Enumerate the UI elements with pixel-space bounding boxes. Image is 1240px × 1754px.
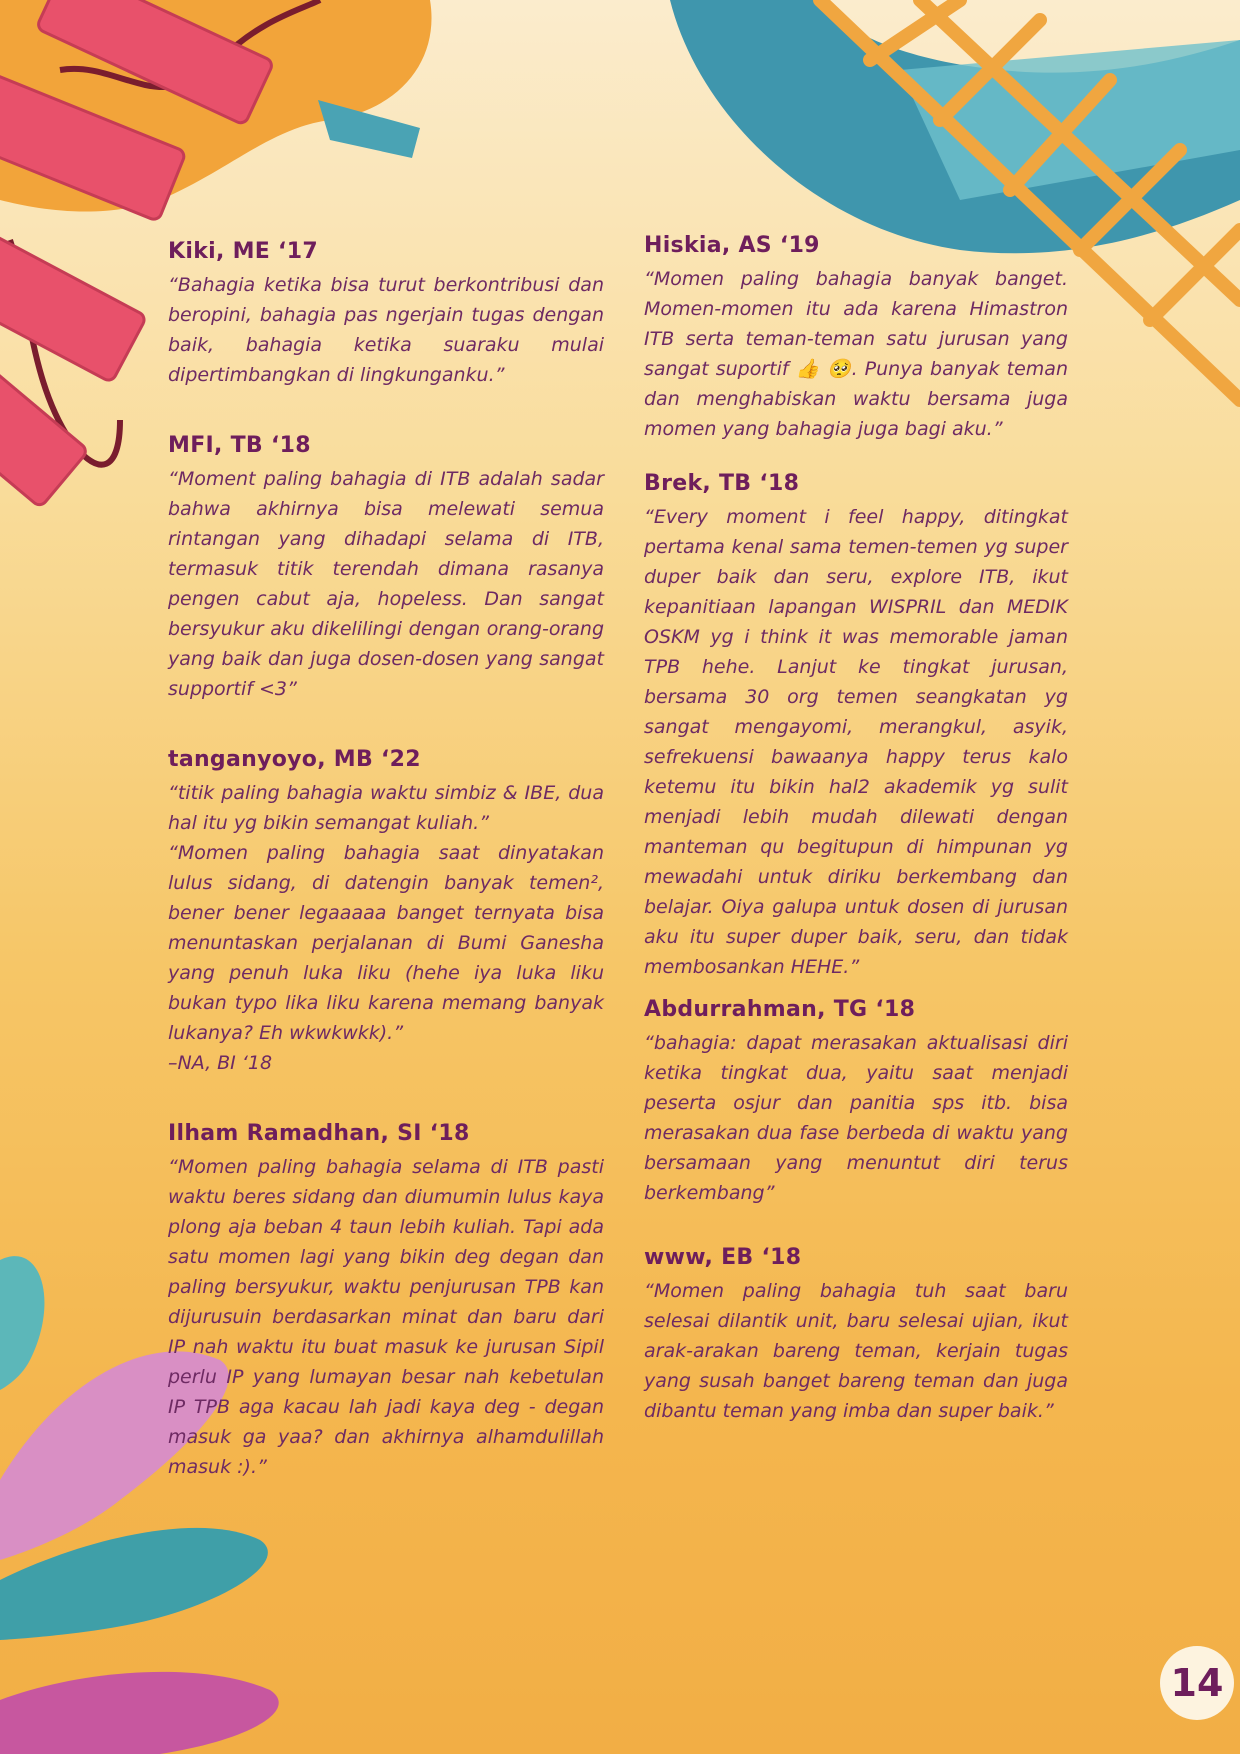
quote-author: Abdurrahman, TG ‘18	[644, 997, 916, 1022]
quote-text: “Momen paling bahagia banyak banget. Momen-momen itu ada karena Himastron ITB serta teman-teman satu jurusan yang sangat suportif 👍 🥺. Punya banyak teman dan menghabiskan waktu bersama juga momen yang bahagia juga bagi aku.”	[644, 268, 1068, 440]
quote-author: Brek, TB ‘18	[644, 471, 800, 496]
quote-text: “Moment paling bahagia di ITB adalah sadar bahwa akhirnya bisa melewati semua rintangan yang dihadapi selama di ITB, termasuk titik terendah dimana rasanya pengen cabut aja, hopeless. Dan sangat bersyukur aku dikelilingi dengan orang-orang yang baik dan juga dosen-dosen yang sangat supportif <3”	[168, 468, 604, 700]
page-number: 14	[1160, 1646, 1234, 1720]
quote-author: MFI, TB ‘18	[168, 433, 311, 458]
quote-brek	[644, 470, 1068, 982]
quote-ilham	[168, 1120, 604, 1482]
petal-teal-small	[0, 1256, 44, 1390]
quote-author: Kiki, ME ‘17	[168, 239, 318, 264]
quote-hiskia	[644, 232, 1068, 444]
quote-kiki	[168, 238, 604, 390]
quote-text: “Bahagia ketika bisa turut berkontribusi dan beropini, bahagia pas ngerjain tugas dengan baik, bahagia ketika suaraku mulai dipertimbangkan di lingkunganku.”	[168, 274, 604, 386]
quote-text: “bahagia: dapat merasakan aktualisasi diri ketika tingkat dua, yaitu saat menjadi peserta osjur dan panitia sps itb. bisa merasakan dua fase berbeda di waktu yang bersamaan yang menuntut diri terus berkembang”	[644, 1032, 1068, 1204]
quote-author: www, EB ‘18	[644, 1245, 802, 1270]
quote-author: Ilham Ramadhan, SI ‘18	[168, 1121, 470, 1146]
quote-author: tanganyoyo, MB ‘22	[168, 747, 421, 772]
quote-mfi	[168, 432, 604, 704]
petal-magenta	[0, 1672, 279, 1754]
right-column	[644, 232, 1068, 1468]
quote-signature: –NA, BI ‘18	[168, 1052, 273, 1074]
quote-abdurrahman	[644, 996, 1068, 1208]
quote-text: “Momen paling bahagia selama di ITB pasti waktu beres sidang dan diumumin lulus kaya plong aja beban 4 taun lebih kuliah. Tapi ada satu momen lagi yang bikin deg degan dan paling bersyukur, waktu penjurusan TPB kan dijurusuin berdasarkan minat dan baru dari IP nah waktu itu buat masuk ke jurusan Sipil perlu IP yang lumayan besar nah kebetulan IP TPB aga kacau lah jadi kaya deg - degan masuk ga yaa? dan akhirnya alhamdulillah masuk :).”	[168, 1156, 604, 1478]
quote-text-second: “Momen paling bahagia saat dinyatakan lulus sidang, di datengin banyak temen², bener bener legaaaaa banget ternyata bisa menuntaskan perjalanan di Bumi Ganesha yang penuh luka liku (hehe iya luka liku bukan typo lika liku karena memang banyak lukanya? Eh wkwkwkk).”	[168, 842, 604, 1044]
quote-text: “Every moment i feel happy, ditingkat pertama kenal sama temen-temen yg super duper baik dan seru, explore ITB, ikut kepanitiaan lapangan WISPRIL dan MEDIK OSKM yg i think it was memorable jaman TPB hehe. Lanjut ke tingkat jurusan, bersama 30 org temen seangkatan yg sangat mengayomi, merangkul, asyik, sefrekuensi bawaanya happy terus kalo ketemu itu bikin hal2 akademik yg sulit menjadi lebih mudah dilewati dengan manteman qu begitupun di himpunan yg mewadahi untuk diriku berkembang dan belajar. Oiya galupa untuk dosen di jurusan aku itu super duper baik, seru, dan tidak membosankan HEHE.”	[644, 506, 1068, 978]
quote-tanganyoyo	[168, 746, 604, 1078]
left-column	[168, 238, 604, 1524]
pink-plank-3	[0, 232, 147, 383]
quote-www	[644, 1244, 1068, 1426]
quote-author: Hiskia, AS ‘19	[644, 233, 820, 258]
quote-text: “Momen paling bahagia tuh saat baru selesai dilantik unit, baru selesai ujian, ikut arak-arakan bareng teman, kerjain tugas yang susah banget bareng teman dan juga dibantu teman yang imba dan super baik.”	[644, 1280, 1068, 1422]
lattice-cross-5	[1150, 230, 1240, 320]
quote-text: “titik paling bahagia waktu simbiz & IBE, dua hal itu yg bikin semangat kuliah.”	[168, 782, 604, 834]
